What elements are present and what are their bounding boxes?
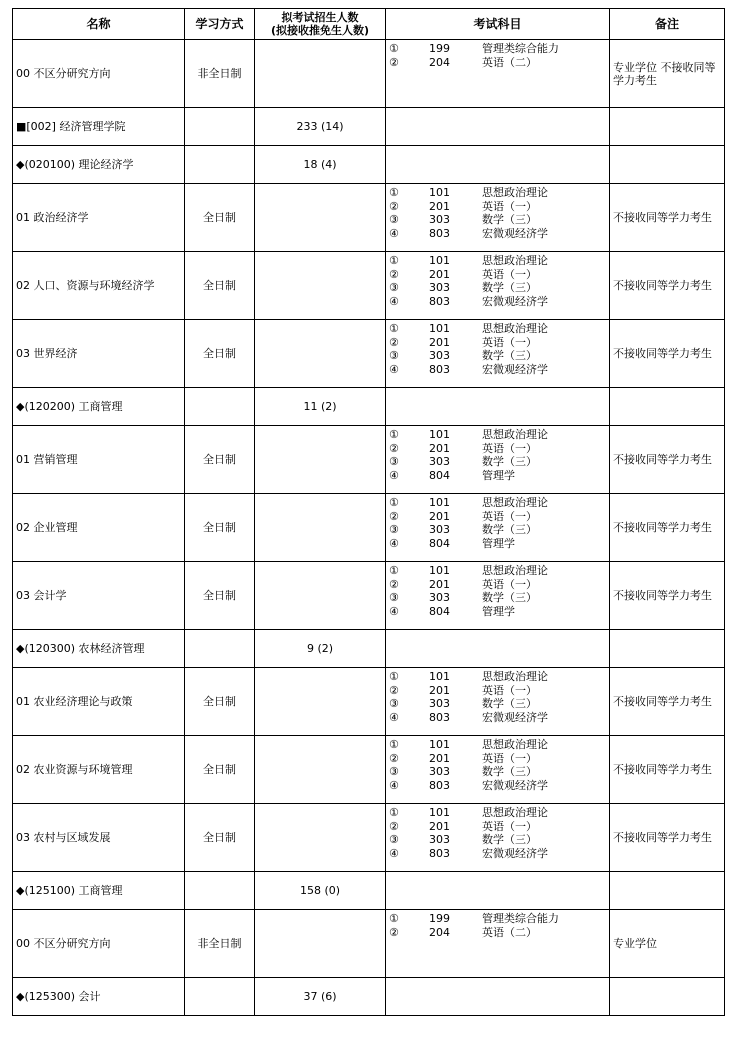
subject-name: 英语（一）: [482, 335, 537, 349]
subject-code: 101: [429, 322, 450, 335]
program-name-cell: ■[002] 经济管理学院: [13, 108, 185, 146]
table-row: [13, 108, 725, 146]
table-row: [13, 184, 725, 252]
exam-subjects-cell: [386, 40, 610, 108]
quota-cell: 9 (2): [255, 630, 386, 668]
subject-name: 思想政治理论: [482, 738, 548, 751]
header-quota-line2: (拟接收推免生人数): [270, 24, 370, 37]
subject-code: 101: [429, 496, 450, 509]
program-name-cell: 02 农业资源与环境管理: [13, 736, 185, 804]
quota-cell: [255, 736, 386, 804]
notes-cell: [610, 872, 725, 910]
exam-subjects-cell: [386, 184, 610, 252]
subject-number: ③: [389, 349, 399, 362]
subject-code: 101: [429, 254, 450, 267]
notes-cell: 不接收同等学力考生: [610, 668, 725, 736]
exam-subject: [389, 56, 606, 70]
subject-number: ②: [389, 335, 399, 349]
subject-name: 英语（一）: [482, 509, 537, 523]
table-row: [13, 872, 725, 910]
table-row: [13, 146, 725, 184]
notes-cell: [610, 630, 725, 668]
subject-code: 303: [429, 591, 450, 604]
quota-cell: [255, 320, 386, 388]
subject-name: 宏微观经济学: [482, 226, 548, 240]
subject-code: 101: [429, 428, 450, 441]
subject-code: 804: [429, 468, 450, 482]
subject-number: ④: [389, 604, 399, 618]
subject-name: 数学（三）: [482, 697, 537, 710]
exam-subject: [389, 186, 606, 200]
exam-subject: [389, 711, 606, 725]
table-row: [13, 40, 725, 108]
subject-name: 思想政治理论: [482, 806, 548, 819]
subject-code: 303: [429, 765, 450, 778]
exam-subject: [389, 578, 606, 592]
quota-cell: 11 (2): [255, 388, 386, 426]
subject-number: ①: [389, 42, 399, 55]
subject-number: ③: [389, 697, 399, 710]
exam-subject: [389, 605, 606, 619]
program-name-cell: 02 人口、资源与环境经济学: [13, 252, 185, 320]
study-mode-cell: 全日制: [185, 804, 255, 872]
exam-subjects-cell: [386, 562, 610, 630]
notes-cell: 不接收同等学力考生: [610, 804, 725, 872]
subject-name: 宏微观经济学: [482, 294, 548, 308]
table-row: [13, 630, 725, 668]
notes-cell: 不接收同等学力考生: [610, 562, 725, 630]
study-mode-cell: [185, 978, 255, 1016]
subject-name: 英语（一）: [482, 441, 537, 455]
exam-subject: [389, 806, 606, 820]
program-name-cell: ◆(125100) 工商管理: [13, 872, 185, 910]
study-mode-cell: 全日制: [185, 736, 255, 804]
subject-number: ①: [389, 912, 399, 925]
subject-number: ②: [389, 441, 399, 455]
subject-number: ④: [389, 294, 399, 308]
exam-subject: [389, 349, 606, 363]
program-name-cell: 00 不区分研究方向: [13, 910, 185, 978]
subject-number: ③: [389, 765, 399, 778]
quota-cell: [255, 184, 386, 252]
subject-code: 803: [429, 362, 450, 376]
exam-subjects-cell: [386, 630, 610, 668]
subject-number: ④: [389, 468, 399, 482]
exam-subject: [389, 227, 606, 241]
exam-subject: [389, 268, 606, 282]
subject-name: 数学（三）: [482, 213, 537, 226]
subject-number: ②: [389, 925, 399, 939]
enrollment-table: [12, 8, 725, 1016]
quota-cell: [255, 252, 386, 320]
subject-name: 宏微观经济学: [482, 710, 548, 724]
exam-subject: [389, 591, 606, 605]
study-mode-cell: 全日制: [185, 494, 255, 562]
exam-subject: [389, 322, 606, 336]
exam-subject: [389, 363, 606, 377]
exam-subject: [389, 281, 606, 295]
exam-subject: [389, 336, 606, 350]
notes-cell: 专业学位 不接收同等学力考生: [610, 40, 725, 108]
exam-subjects-cell: [386, 388, 610, 426]
subject-name: 英语（一）: [482, 819, 537, 833]
exam-subject: [389, 765, 606, 779]
table-row: [13, 494, 725, 562]
subject-name: 英语（一）: [482, 577, 537, 591]
study-mode-cell: 非全日制: [185, 910, 255, 978]
subject-code: 201: [429, 267, 450, 281]
exam-subject: [389, 537, 606, 551]
study-mode-cell: [185, 630, 255, 668]
header-row: [13, 9, 725, 40]
program-name-cell: 03 会计学: [13, 562, 185, 630]
notes-cell: 不接收同等学力考生: [610, 494, 725, 562]
subject-number: ②: [389, 509, 399, 523]
subject-number: ①: [389, 670, 399, 683]
subject-number: ④: [389, 536, 399, 550]
quota-cell: [255, 494, 386, 562]
notes-cell: 不接收同等学力考生: [610, 320, 725, 388]
subject-name: 思想政治理论: [482, 428, 548, 441]
subject-name: 英语（二）: [482, 925, 537, 939]
exam-subject: [389, 779, 606, 793]
subject-name: 英语（二）: [482, 55, 537, 69]
subject-number: ③: [389, 213, 399, 226]
header-notes: 备注: [610, 9, 725, 40]
subject-name: 数学（三）: [482, 833, 537, 846]
table-row: [13, 736, 725, 804]
study-mode-cell: 全日制: [185, 668, 255, 736]
subject-number: ②: [389, 55, 399, 69]
exam-subject: [389, 455, 606, 469]
notes-cell: 专业学位: [610, 910, 725, 978]
exam-subject: [389, 523, 606, 537]
subject-number: ③: [389, 591, 399, 604]
subject-number: ①: [389, 254, 399, 267]
quota-cell: 158 (0): [255, 872, 386, 910]
exam-subjects-cell: [386, 668, 610, 736]
exam-subject: [389, 670, 606, 684]
exam-subject: [389, 912, 606, 926]
table-row: [13, 804, 725, 872]
subject-code: 803: [429, 710, 450, 724]
study-mode-cell: [185, 388, 255, 426]
subject-code: 199: [429, 912, 450, 925]
subject-number: ②: [389, 577, 399, 591]
subject-number: ③: [389, 281, 399, 294]
subject-number: ④: [389, 846, 399, 860]
subject-number: ②: [389, 683, 399, 697]
exam-subjects-cell: [386, 108, 610, 146]
subject-number: ①: [389, 806, 399, 819]
exam-subject: [389, 213, 606, 227]
table-body: [13, 40, 725, 1016]
subject-name: 英语（一）: [482, 199, 537, 213]
exam-subjects-cell: [386, 426, 610, 494]
subject-code: 201: [429, 577, 450, 591]
header-quota-line1: 拟考试招生人数: [281, 11, 359, 24]
exam-subject: [389, 564, 606, 578]
subject-code: 101: [429, 186, 450, 199]
subject-code: 101: [429, 738, 450, 751]
exam-subjects-cell: [386, 872, 610, 910]
exam-subjects-cell: [386, 910, 610, 978]
subject-code: 303: [429, 213, 450, 226]
table-row: [13, 562, 725, 630]
notes-cell: [610, 388, 725, 426]
subject-name: 思想政治理论: [482, 322, 548, 335]
subject-name: 思想政治理论: [482, 670, 548, 683]
subject-name: 思想政治理论: [482, 186, 548, 199]
header-mode: 学习方式: [185, 9, 255, 40]
notes-cell: [610, 108, 725, 146]
subject-name: 思想政治理论: [482, 496, 548, 509]
subject-code: 303: [429, 697, 450, 710]
exam-subject: [389, 738, 606, 752]
notes-cell: 不接收同等学力考生: [610, 426, 725, 494]
exam-subjects-cell: [386, 320, 610, 388]
exam-subject: [389, 684, 606, 698]
exam-subject: [389, 752, 606, 766]
header-subjects: 考试科目: [386, 9, 610, 40]
table-row: [13, 388, 725, 426]
study-mode-cell: [185, 108, 255, 146]
program-name-cell: 03 世界经济: [13, 320, 185, 388]
study-mode-cell: [185, 872, 255, 910]
quota-cell: 18 (4): [255, 146, 386, 184]
notes-cell: 不接收同等学力考生: [610, 252, 725, 320]
subject-code: 303: [429, 455, 450, 468]
subject-code: 204: [429, 925, 450, 939]
table-row: [13, 910, 725, 978]
exam-subject: [389, 847, 606, 861]
subject-code: 204: [429, 55, 450, 69]
notes-cell: 不接收同等学力考生: [610, 184, 725, 252]
subject-number: ①: [389, 496, 399, 509]
program-name-cell: ◆(125300) 会计: [13, 978, 185, 1016]
subject-code: 803: [429, 846, 450, 860]
study-mode-cell: 非全日制: [185, 40, 255, 108]
exam-subject: [389, 833, 606, 847]
study-mode-cell: 全日制: [185, 426, 255, 494]
subject-code: 804: [429, 604, 450, 618]
study-mode-cell: 全日制: [185, 320, 255, 388]
exam-subject: [389, 200, 606, 214]
quota-cell: [255, 668, 386, 736]
quota-cell: 233 (14): [255, 108, 386, 146]
subject-code: 201: [429, 335, 450, 349]
subject-name: 数学（三）: [482, 591, 537, 604]
program-name-cell: 01 政治经济学: [13, 184, 185, 252]
quota-cell: [255, 426, 386, 494]
exam-subject: [389, 469, 606, 483]
subject-name: 管理学: [482, 468, 515, 482]
subject-name: 管理类综合能力: [482, 912, 559, 925]
subject-number: ③: [389, 523, 399, 536]
subject-code: 303: [429, 349, 450, 362]
header-quota: [255, 9, 386, 40]
subject-name: 数学（三）: [482, 281, 537, 294]
study-mode-cell: 全日制: [185, 562, 255, 630]
subject-name: 英语（一）: [482, 267, 537, 281]
subject-number: ①: [389, 738, 399, 751]
subject-name: 数学（三）: [482, 349, 537, 362]
subject-code: 101: [429, 806, 450, 819]
subject-code: 101: [429, 564, 450, 577]
subject-number: ③: [389, 833, 399, 846]
subject-name: 数学（三）: [482, 523, 537, 536]
exam-subject: [389, 295, 606, 309]
quota-cell: [255, 804, 386, 872]
subject-number: ②: [389, 819, 399, 833]
quota-cell: [255, 562, 386, 630]
program-name-cell: ◆(120300) 农林经济管理: [13, 630, 185, 668]
notes-cell: 不接收同等学力考生: [610, 736, 725, 804]
table-row: [13, 320, 725, 388]
subject-code: 303: [429, 523, 450, 536]
program-name-cell: ◆(020100) 理论经济学: [13, 146, 185, 184]
subject-name: 宏微观经济学: [482, 362, 548, 376]
subject-code: 303: [429, 281, 450, 294]
program-name-cell: 00 不区分研究方向: [13, 40, 185, 108]
exam-subject: [389, 697, 606, 711]
subject-name: 思想政治理论: [482, 254, 548, 267]
subject-name: 管理学: [482, 536, 515, 550]
subject-name: 英语（一）: [482, 751, 537, 765]
subject-number: ④: [389, 362, 399, 376]
subject-name: 宏微观经济学: [482, 846, 548, 860]
subject-code: 804: [429, 536, 450, 550]
subject-code: 201: [429, 683, 450, 697]
program-name-cell: 02 企业管理: [13, 494, 185, 562]
quota-cell: 37 (6): [255, 978, 386, 1016]
subject-name: 管理学: [482, 604, 515, 618]
table-row: [13, 978, 725, 1016]
subject-code: 201: [429, 509, 450, 523]
subject-code: 803: [429, 226, 450, 240]
subject-number: ④: [389, 226, 399, 240]
study-mode-cell: 全日制: [185, 184, 255, 252]
table-row: [13, 668, 725, 736]
subject-name: 思想政治理论: [482, 564, 548, 577]
subject-code: 803: [429, 294, 450, 308]
exam-subject: [389, 510, 606, 524]
subject-number: ①: [389, 428, 399, 441]
exam-subject: [389, 820, 606, 834]
subject-code: 201: [429, 819, 450, 833]
subject-code: 201: [429, 751, 450, 765]
subject-name: 数学（三）: [482, 765, 537, 778]
subject-number: ②: [389, 751, 399, 765]
exam-subjects-cell: [386, 494, 610, 562]
subject-code: 101: [429, 670, 450, 683]
subject-number: ④: [389, 778, 399, 792]
subject-code: 303: [429, 833, 450, 846]
notes-cell: [610, 146, 725, 184]
exam-subjects-cell: [386, 736, 610, 804]
exam-subjects-cell: [386, 146, 610, 184]
exam-subject: [389, 442, 606, 456]
subject-number: ①: [389, 322, 399, 335]
subject-code: 803: [429, 778, 450, 792]
quota-cell: [255, 40, 386, 108]
subject-name: 英语（一）: [482, 683, 537, 697]
quota-cell: [255, 910, 386, 978]
subject-number: ①: [389, 564, 399, 577]
exam-subject: [389, 926, 606, 940]
table-row: [13, 426, 725, 494]
exam-subjects-cell: [386, 804, 610, 872]
subject-code: 199: [429, 42, 450, 55]
program-name-cell: 01 农业经济理论与政策: [13, 668, 185, 736]
subject-name: 管理类综合能力: [482, 42, 559, 55]
subject-name: 宏微观经济学: [482, 778, 548, 792]
exam-subjects-cell: [386, 978, 610, 1016]
subject-number: ①: [389, 186, 399, 199]
subject-name: 数学（三）: [482, 455, 537, 468]
table-row: [13, 252, 725, 320]
exam-subject: [389, 42, 606, 56]
program-name-cell: ◆(120200) 工商管理: [13, 388, 185, 426]
study-mode-cell: 全日制: [185, 252, 255, 320]
header-name: 名称: [13, 9, 185, 40]
exam-subject: [389, 254, 606, 268]
subject-number: ②: [389, 267, 399, 281]
subject-number: ③: [389, 455, 399, 468]
subject-number: ④: [389, 710, 399, 724]
notes-cell: [610, 978, 725, 1016]
program-name-cell: 03 农村与区域发展: [13, 804, 185, 872]
program-name-cell: 01 营销管理: [13, 426, 185, 494]
exam-subjects-cell: [386, 252, 610, 320]
study-mode-cell: [185, 146, 255, 184]
exam-subject: [389, 428, 606, 442]
subject-code: 201: [429, 441, 450, 455]
exam-subject: [389, 496, 606, 510]
subject-number: ②: [389, 199, 399, 213]
subject-code: 201: [429, 199, 450, 213]
